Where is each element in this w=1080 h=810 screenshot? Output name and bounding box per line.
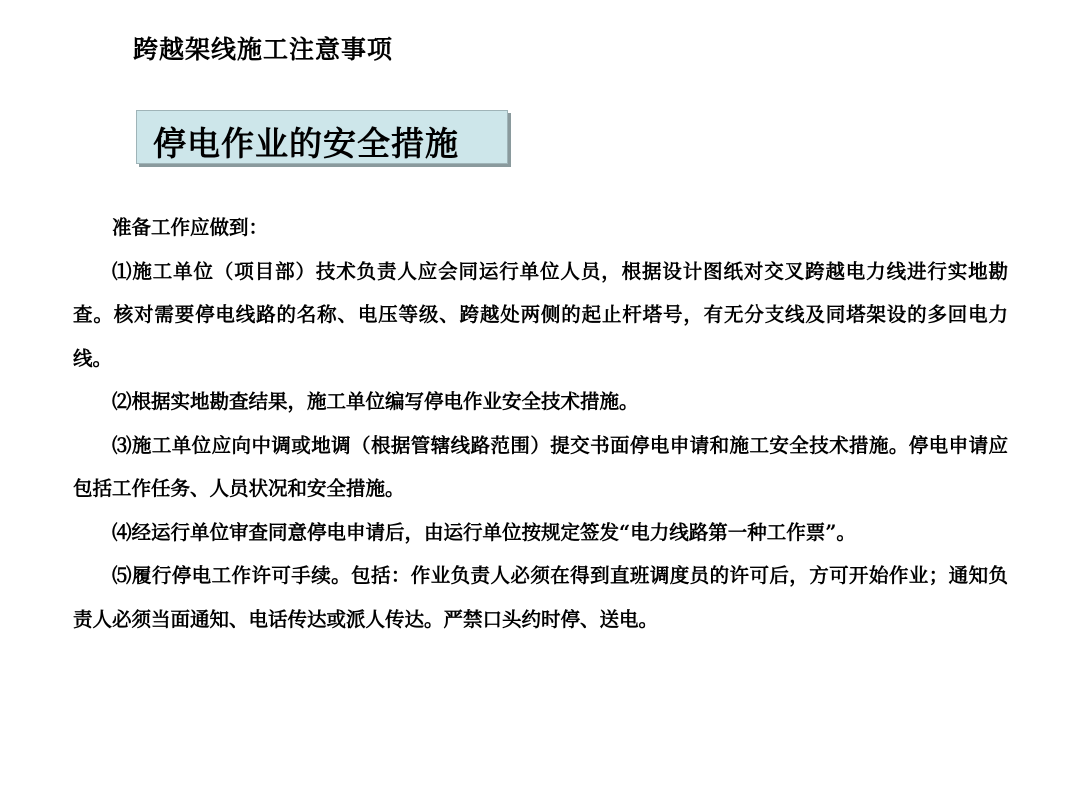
item-paragraph-5: ⑸履行停电工作许可手续。包括：作业负责人必须在得到直班调度员的许可后，方可开始作业；通知负责人必须当面通知、电话传达或派人传达。严禁口头约时停、送电。: [73, 564, 1008, 631]
item-paragraph-2: ⑵根据实地勘查结果，施工单位编写停电作业安全技术措施。: [112, 390, 639, 413]
section-title: 停电作业的安全措施: [153, 124, 459, 163]
intro-paragraph: 准备工作应做到：: [112, 216, 269, 239]
section-title-box: [136, 110, 508, 164]
item-paragraph-1: ⑴施工单位（项目部）技术负责人应会同运行单位人员，根据设计图纸对交叉跨越电力线进行实地勘查。核对需要停电线路的名称、电压等级、跨越处两侧的起止杆塔号，有无分支线及同塔架设的多回电力线。: [73, 259, 1008, 370]
slide-title: 跨越架线施工注意事项: [133, 35, 394, 64]
item-paragraph-3: ⑶施工单位应向中调或地调（根据管辖线路范围）提交书面停电申请和施工安全技术措施。停电申请应包括工作任务、人员状况和安全措施。: [73, 433, 1008, 500]
body-text: [73, 206, 1008, 641]
item-paragraph-4: ⑷经运行单位审查同意停电申请后，由运行单位按规定签发“电力线路第一种工作票”。: [112, 520, 856, 544]
